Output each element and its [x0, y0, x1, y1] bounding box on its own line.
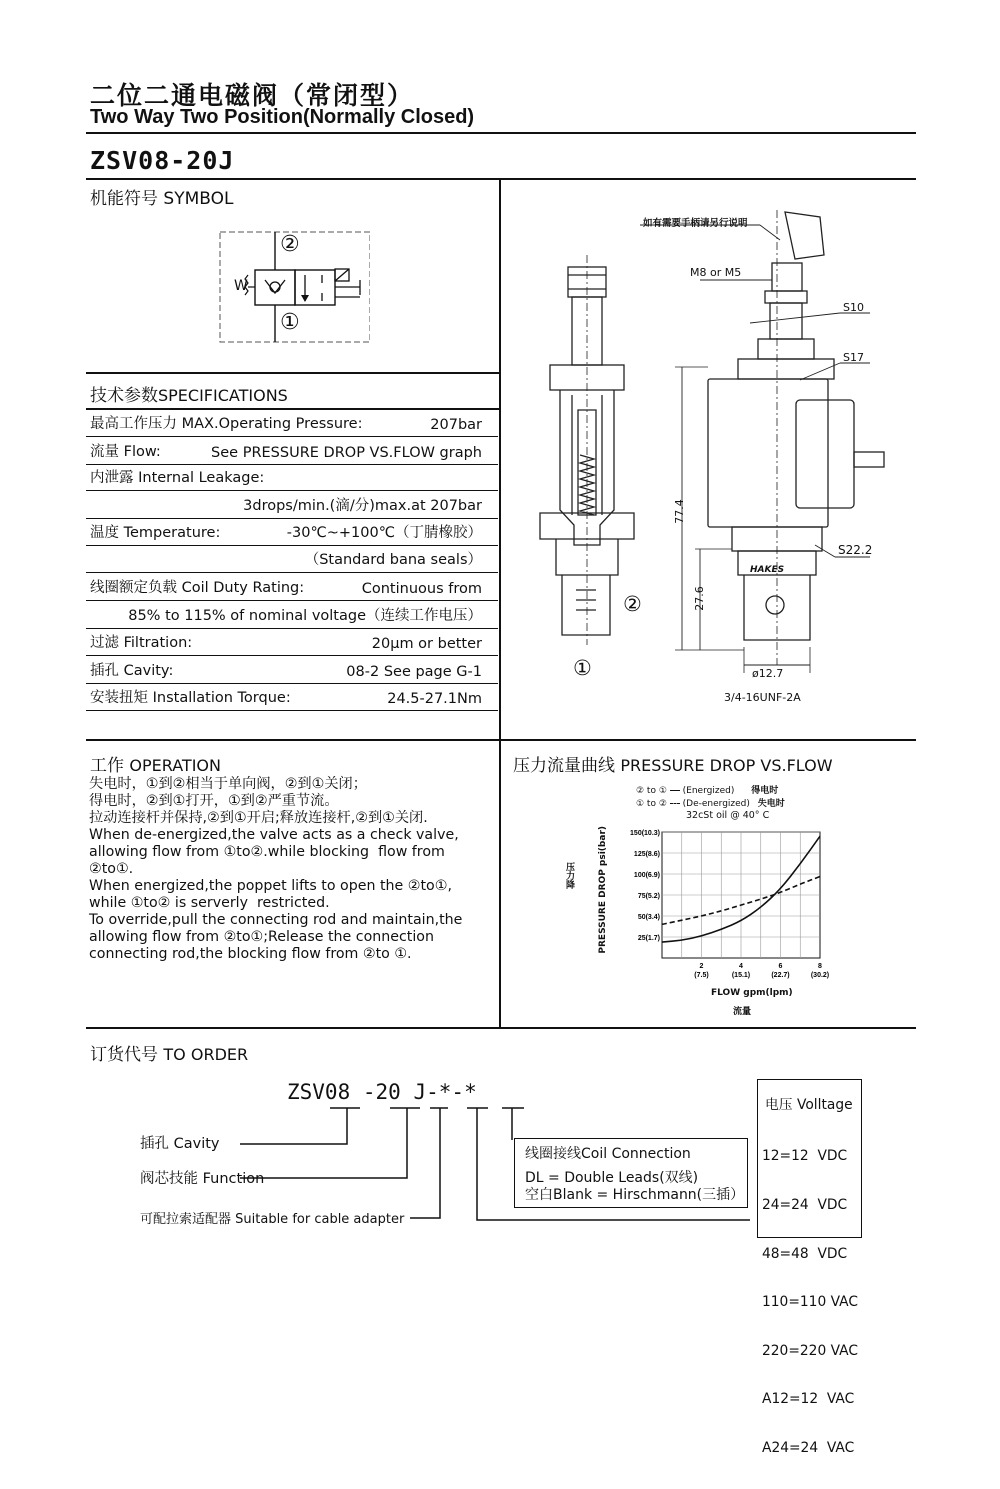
chart-ytick-label: 150(10.3): [630, 830, 660, 837]
spec-label: 最高工作压力 MAX.Operating Pressure:: [90, 416, 363, 432]
voltage-item: 220=220 VAC: [762, 1342, 858, 1359]
spec-value: 20μm or better: [371, 636, 482, 652]
drawing-port-2: ②: [623, 592, 642, 616]
symbol-port-2: ②: [280, 232, 300, 257]
pressure-flow-chart: [610, 820, 840, 990]
operation-heading-en: OPERATION: [129, 756, 221, 775]
voltage-item: A12=12 VAC: [762, 1391, 855, 1408]
spec-value: 207bar: [430, 417, 482, 433]
spec-row: [86, 491, 498, 519]
chart-ticks: [630, 830, 829, 979]
spec-row: [86, 601, 498, 629]
specs-heading-en: SPECIFICATIONS: [158, 386, 288, 405]
legend-energized-label: (Energized): [682, 786, 735, 796]
model-number: ZSV08-20J: [90, 146, 235, 175]
order-code-series: ZSV08: [287, 1080, 351, 1104]
graph-xlabel-cn: 流量: [733, 1007, 752, 1017]
operation-heading: [90, 751, 221, 776]
symbol-heading: [90, 184, 233, 209]
spec-value: 3drops/min.(滴/分)max.at 207bar: [243, 498, 482, 514]
coil-connection-title: 线圈接线Coil Connection: [525, 1146, 691, 1162]
drawing-total-length: 77.4: [672, 499, 686, 524]
voltage-box: [757, 1079, 862, 1457]
drawing-s17-label: S17: [843, 351, 864, 364]
voltage-item: 24=24 VDC: [762, 1197, 848, 1214]
order-heading: [90, 1040, 248, 1065]
model-rule: [86, 178, 916, 180]
spec-row: [86, 629, 498, 656]
spec-row: [86, 437, 498, 465]
mid-rule: [86, 739, 916, 741]
legend-energized-flow: ② to ①: [636, 786, 667, 796]
drawing-diameter: ø12.7: [752, 667, 784, 680]
specs-heading: [90, 381, 288, 406]
spec-row: [86, 546, 498, 573]
chart-ytick-label: 25(1.7): [637, 935, 660, 942]
order-code-cavity: -20: [362, 1080, 401, 1104]
drawing-thread-spec: 3/4-16UNF-2A: [724, 691, 801, 704]
drawing-s10-label: S10: [843, 301, 864, 314]
operation-heading-cn: 工作: [90, 756, 124, 776]
title-english: Two Way Two Position(Normally Closed): [90, 106, 475, 128]
coil-option-blank: 空白Blank = Hirschmann(三插）: [525, 1187, 745, 1203]
order-code-function: J: [413, 1080, 427, 1104]
order-label-adapter-cn: 可配拉索适配器: [140, 1212, 232, 1227]
graph-heading: [513, 751, 833, 776]
drawing-handle-note: 如有需要手柄请另行说明: [643, 218, 748, 229]
symbol-port-1: ①: [280, 310, 300, 335]
title-chinese: 二位二通电磁阀（常闭型）: [90, 81, 415, 110]
drawing-s22-label: S22.2: [838, 543, 873, 557]
spec-label: 温度 Temperature:: [90, 525, 221, 541]
voltage-title: 电压 Volltage: [765, 1097, 853, 1113]
center-divider: [499, 178, 501, 1028]
chart-xtick-sublabel: (22.7): [771, 972, 790, 979]
spec-label: 线圈额定负载 Coil Duty Rating:: [90, 580, 305, 596]
chart-ytick-label: 100(6.9): [633, 872, 660, 879]
chart-xtick-label: 2: [699, 963, 704, 970]
spec-value: 85% to 115% of nominal voltage（连续工作电压）: [128, 608, 482, 624]
order-heading-cn: 订货代号: [90, 1045, 158, 1065]
lower-rule: [86, 1027, 916, 1029]
order-heading-en: TO ORDER: [163, 1045, 249, 1064]
graph-heading-cn: 压力流量曲线: [513, 756, 615, 776]
spec-row: [86, 684, 498, 711]
order-label-function-en: Function: [202, 1171, 265, 1187]
graph-ylabel-cn: 压力降: [564, 862, 574, 889]
graph-heading-en: PRESSURE DROP VS.FLOW: [620, 756, 833, 775]
spec-label: 过滤 Filtration:: [90, 635, 193, 651]
chart-xtick-sublabel: (15.1): [731, 972, 751, 979]
legend-energized: [636, 783, 778, 796]
spec-value: （Standard bana seals）: [304, 552, 482, 568]
voltage-item: 110=110 VAC: [762, 1294, 858, 1311]
spec-value: See PRESSURE DROP VS.FLOW graph: [211, 445, 482, 461]
drawing-thread-label: M8 or M5: [690, 266, 742, 279]
symbol-bottom-rule: [86, 372, 500, 374]
spec-label: 内泄露 Internal Leakage:: [90, 470, 265, 486]
spec-label: 流量 Flow:: [90, 444, 161, 460]
order-label-cavity-cn: 插孔: [140, 1136, 169, 1152]
symbol-w-label: W: [234, 278, 248, 294]
order-label-cavity: [140, 1132, 220, 1153]
voltage-item: 12=12 VDC: [762, 1148, 848, 1165]
spec-row: [86, 656, 498, 684]
voltage-item: 48=48 VDC: [762, 1245, 848, 1262]
header-rule: [86, 132, 916, 134]
spec-label: 安装扭矩 Installation Torque:: [90, 690, 291, 706]
order-label-function-cn: 阀芯技能: [140, 1171, 198, 1187]
legend-energized-cn: 得电时: [751, 786, 779, 796]
drawing-port-1: ①: [573, 656, 592, 680]
spec-value: 08-2 See page G-1: [346, 664, 482, 680]
symbol-heading-en: SYMBOL: [163, 189, 234, 209]
chart-xtick-sublabel: (7.5): [694, 972, 709, 979]
chart-xtick-label: 6: [778, 963, 783, 970]
graph-xlabel-en: FLOW gpm(lpm): [711, 988, 793, 998]
coil-option-dl: DL = Double Leads(双线): [525, 1170, 699, 1186]
order-code-coil: -*: [451, 1080, 477, 1104]
legend-deenergized-cn: 失电时: [757, 799, 785, 809]
chart-xtick-sublabel: (30.2): [810, 972, 830, 979]
legend-dashed-swatch: [670, 803, 680, 804]
spec-row: [86, 465, 498, 491]
order-label-adapter-en: Suitable for cable adapter: [235, 1212, 405, 1227]
operation-description: 失电时，①到②相当于单向阀，②到①关闭； 得电时，②到①打开，①到②严重节流。 拉动连接杆并保持,②到①开启;释放连接杆,②到①关闭. When de-energized,the valve acts as a check valve, allowing flow from ①to②.while blocking flow from ②to①. When energized,the poppet lifts to open the ②to①, while ①to② is serverly restricted. To override,pull the connecting rod and maintain,the allowing flow from ②to①;Release the connection connecting rod,the blocking flow from ②to ①.: [89, 776, 463, 962]
spec-label: 插孔 Cavity:: [90, 663, 174, 679]
spec-row: [86, 519, 498, 546]
spec-value: Continuous from: [361, 581, 482, 597]
graph-ylabel-en: PRESSURE DROP psi(bar): [598, 826, 608, 954]
spec-row: [86, 410, 498, 437]
drawing-brand-label: HAKES: [750, 565, 785, 575]
spec-value: -30℃~+100℃（丁腈橡胶）: [286, 525, 482, 541]
drawing-lower-length: 27.6: [692, 586, 706, 611]
spec-row: [86, 573, 498, 601]
spec-value: 24.5-27.1Nm: [387, 691, 482, 707]
order-label-cavity-en: Cavity: [173, 1136, 220, 1152]
legend-solid-swatch: [670, 790, 680, 791]
symbol-heading-cn: 机能符号: [90, 189, 158, 209]
coil-connection-box: [514, 1138, 748, 1208]
chart-ytick-label: 50(3.4): [637, 914, 660, 921]
voltage-item: A24=24 VAC: [762, 1440, 855, 1457]
legend-deenergized: [636, 796, 785, 809]
chart-ytick-label: 75(5.2): [637, 893, 660, 900]
graph-oil-note: 32cSt oil @ 40° C: [686, 810, 770, 821]
specs-heading-cn: 技术参数: [90, 386, 158, 406]
legend-deenergized-label: (De-energized): [682, 799, 750, 809]
order-code-adapter: -*: [426, 1080, 452, 1104]
legend-deenergized-flow: ① to ②: [636, 799, 667, 809]
voltage-list: [762, 1116, 858, 1489]
chart-ytick-label: 125(8.6): [633, 851, 660, 858]
chart-xtick-label: 8: [818, 963, 822, 970]
chart-xtick-label: 4: [739, 963, 743, 970]
